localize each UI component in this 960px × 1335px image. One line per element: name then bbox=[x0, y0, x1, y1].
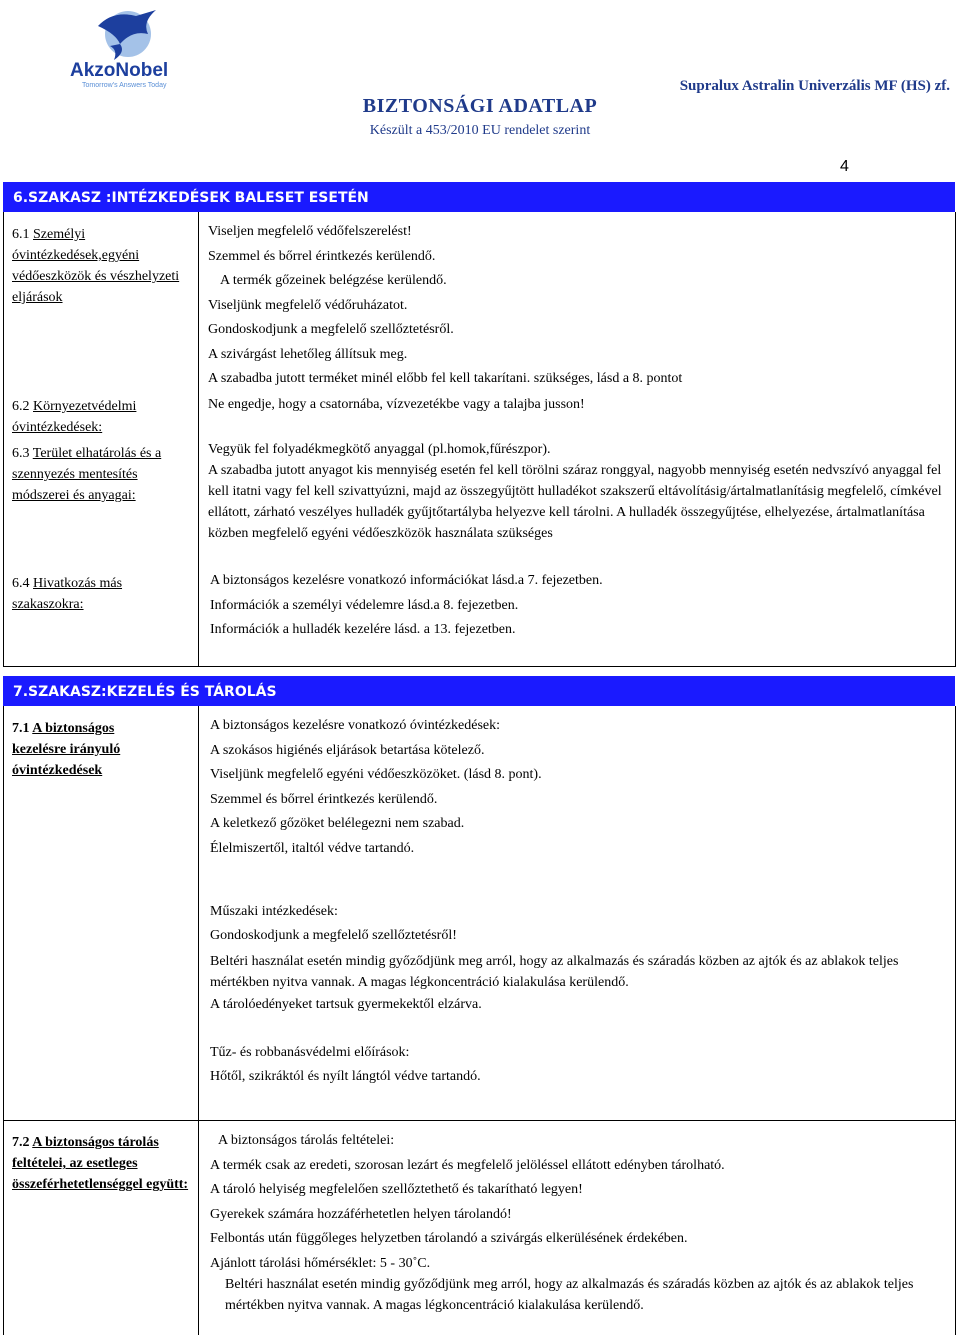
logo-brand: AkzoNobel bbox=[70, 60, 169, 81]
text-line: A biztonságos kezelésre vonatkozó információkat lásd.a 7. fejezetben. bbox=[210, 573, 603, 588]
page-number: 4 bbox=[840, 158, 849, 175]
label-7-1 bbox=[12, 718, 162, 781]
document-subtitle: Készült a 453/2010 EU rendelet szerint bbox=[369, 123, 591, 138]
label-number: 6.2 bbox=[12, 399, 33, 414]
text-line: A biztonságos kezelésre vonatkozó óvintézkedések: bbox=[210, 718, 501, 733]
label-6-2 bbox=[12, 396, 187, 438]
column-divider bbox=[198, 706, 199, 1335]
label-7-2 bbox=[12, 1132, 192, 1195]
table-border bbox=[955, 706, 956, 1335]
text-line: A szivárgást lehetőleg állítsuk meg. bbox=[208, 346, 408, 362]
label-text: Hivatkozás más szakaszokra: bbox=[12, 576, 123, 612]
text-6-3-paragraph: A szabadba jutott anyagot kis mennyiség esetén fel kell törölni száraz ronggyal, nagyobb mennyiség esetén nedvszívó anyaggal fel kell itatni vagy fel kell szivattyúzni, majd az összegyűjtött hulladékot szakszerű eltávolításig/ártalmatlanításig megfelelő, címkével ellátott, zárható veszélyes hulladék gyűjtőtartályba helyezve kell tárolni. A hulladék összegyűjtése, elhelyezése, ártalmatlanítása közben megfelelő egyéni védőeszközök használata szükséges bbox=[208, 463, 942, 541]
table-border bbox=[3, 666, 956, 667]
text-line: Információk a személyi védelemre lásd.a 8. fejezetben. bbox=[210, 597, 519, 613]
tech-heading: Műszaki intézkedések: bbox=[210, 904, 338, 919]
text-7-2-paragraph: Beltéri használat esetén mindig győződjünk meg arról, hogy az alkalmazás és száradás közben az ajtók és az ablakok teljes mértékben nyitva vannak. A magas légkoncentráció kialakulása kerülendő. bbox=[225, 1277, 914, 1313]
text-line: A szokásos higiénés eljárások betartása kötelező. bbox=[210, 742, 485, 758]
section-6-header: 6.SZAKASZ :INTÉZKEDÉSEK BALESET ESETÉN bbox=[3, 182, 955, 212]
text-line: Információk a hulladék kezelére lásd. a 13. fejezetben. bbox=[210, 622, 516, 637]
text-6-1 bbox=[208, 220, 682, 392]
column-divider bbox=[198, 212, 199, 667]
text-line: A tároló helyiség megfelelően szellőztethető és takarítható legyen! bbox=[210, 1182, 583, 1197]
text-line: Viseljünk megfelelő védőruházatot. bbox=[208, 297, 408, 313]
row-divider bbox=[3, 1120, 956, 1121]
label-text: Személyi óvintézkedések,egyéni védőeszközök és vészhelyzeti eljárások bbox=[12, 227, 180, 305]
akzonobel-logo bbox=[58, 4, 188, 96]
table-border bbox=[3, 212, 4, 667]
fire-line: Hőtől, szikráktól és nyílt lángtól védve tartandó. bbox=[210, 1069, 481, 1084]
label-number: 7.2 bbox=[12, 1135, 33, 1150]
label-6-3 bbox=[12, 443, 187, 506]
text-6-3-line: Vegyük fel folyadékmegkötő anyaggal (pl.homok,fűrészpor). bbox=[208, 442, 551, 457]
label-6-1 bbox=[12, 224, 187, 308]
text-6-2: Ne engedje, hogy a csatornába, vízvezetékbe vagy a talajba jusson! bbox=[208, 397, 585, 412]
text-line: Viseljen megfelelő védőfelszerelést! bbox=[208, 224, 412, 239]
text-line: Szemmel és bőrrel érintkezés kerülendő. bbox=[208, 248, 436, 264]
fire-heading: Tűz- és robbanásvédelmi előírások: bbox=[210, 1045, 410, 1060]
text-line: Gyerekek számára hozzáférhetetlen helyen tárolandó! bbox=[210, 1206, 512, 1222]
label-number: 6.3 bbox=[12, 446, 33, 461]
text-line: Gondoskodjunk a megfelelő szellőztetésről. bbox=[208, 322, 454, 337]
text-line: A keletkező gőzöket belélegezni nem szabad. bbox=[210, 816, 465, 831]
label-text: A biztonságos tárolás feltételei, az esetleges összeférhetetlenséggel együtt: bbox=[12, 1135, 189, 1192]
label-number: 6.4 bbox=[12, 576, 33, 591]
tech-paragraph: Beltéri használat esetén mindig győződjünk meg arról, hogy az alkalmazás és száradás közben az ajtók és az ablakok teljes mértékben nyitva vannak. A magas légkoncentráció kialakulása kerülendő. bbox=[210, 954, 899, 990]
label-number: 7.1 bbox=[12, 721, 33, 736]
label-text: Környezetvédelmi óvintézkedések: bbox=[12, 399, 137, 435]
text-line: Ajánlott tárolási hőmérséklet: 5 - 30˚C. bbox=[210, 1255, 431, 1271]
product-name: Supralux Astralin Univerzális MF (HS) zf. bbox=[679, 78, 950, 94]
text-line: Felbontás után függőleges helyzetben tárolandó a szivárgás elkerülésének érdekében. bbox=[210, 1231, 688, 1246]
document-title: BIZTONSÁGI ADATLAP bbox=[362, 95, 598, 117]
section-7-header: 7.SZAKASZ:KEZELÉS ÉS TÁROLÁS bbox=[3, 676, 955, 706]
text-line: A termék csak az eredeti, szorosan lezárt és megfelelő jelöléssel ellátott edényben tárolható. bbox=[210, 1157, 725, 1173]
text-line: Viseljünk megfelelő egyéni védőeszközöket. (lásd 8. pont). bbox=[210, 767, 542, 782]
label-text: A biztonságos kezelésre irányuló óvintézkedések bbox=[12, 721, 121, 778]
text-line: A termék gőzeinek belégzése kerülendő. bbox=[220, 273, 447, 288]
text-7-2 bbox=[210, 1129, 725, 1276]
tech-line: A tárolóedényeket tartsuk gyermekektől elzárva. bbox=[210, 997, 482, 1012]
text-line: A biztonságos tárolás feltételei: bbox=[218, 1133, 395, 1148]
text-line: A szabadba jutott terméket minél előbb fel kell takarítani. szükséges, lásd a 8. pontot bbox=[208, 371, 683, 386]
text-7-1 bbox=[210, 714, 542, 861]
table-border bbox=[955, 212, 956, 667]
label-6-4 bbox=[12, 573, 187, 615]
table-border bbox=[3, 706, 4, 1335]
label-text: Terület elhatárolás és a szennyezés mentesítés módszerei és anyagai: bbox=[12, 446, 162, 503]
label-number: 6.1 bbox=[12, 227, 33, 242]
tech-line: Gondoskodjunk a megfelelő szellőztetésről! bbox=[210, 928, 457, 943]
text-line: Élelmiszertől, italtól védve tartandó. bbox=[210, 840, 415, 856]
text-line: Szemmel és bőrrel érintkezés kerülendő. bbox=[210, 791, 438, 807]
logo-tagline: Tomorrow's Answers Today bbox=[82, 82, 167, 89]
text-6-4 bbox=[210, 569, 603, 643]
